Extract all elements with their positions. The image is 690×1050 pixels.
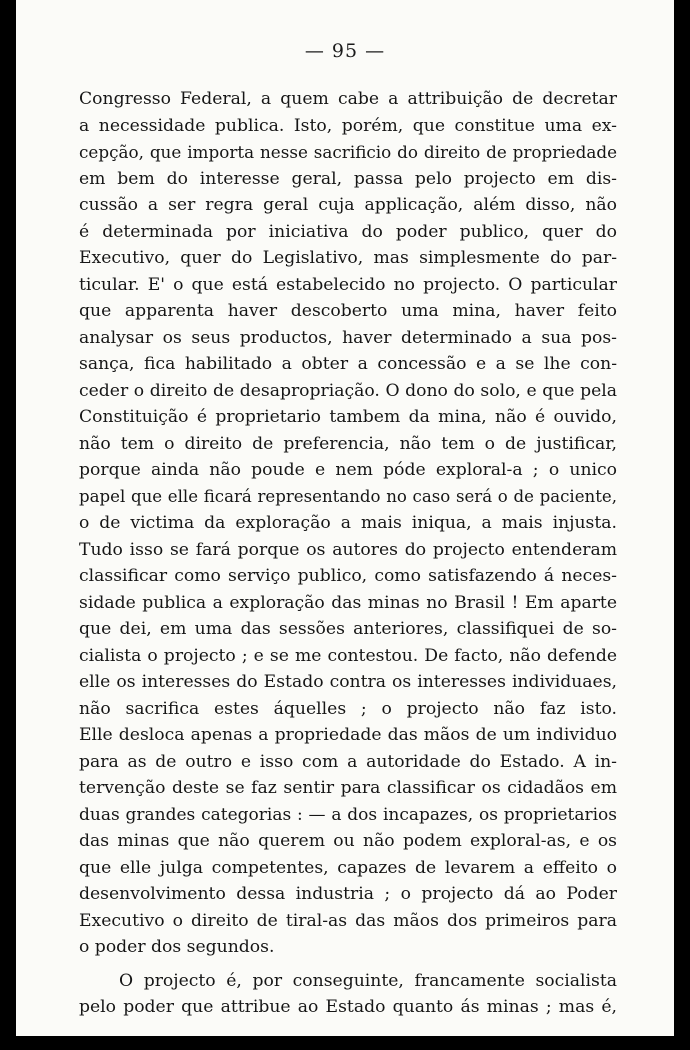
text-line: duas grandes categorias : — a dos incapazes, os proprietarios	[79, 804, 617, 825]
text-line: não sacrifica estes áquelles ; o projecto não faz isto.	[79, 698, 617, 719]
text-line: Executivo o direito de tiral-as das mãos dos primeiros para	[79, 910, 617, 931]
page-number: — 95 —	[304, 40, 386, 62]
text-line: Congresso Federal, a quem cabe a attribuição de decretar	[79, 89, 617, 109]
text-line: elle os interesses do Estado contra os interesses individuaes,	[79, 672, 617, 692]
text-line: que elle julga competentes, capazes de levarem a effeito o	[79, 857, 617, 878]
text-line: que dei, em uma das sessões anteriores, classifiquei de so-	[79, 619, 617, 639]
text-line: não tem o direito de preferencia, não tem o de justificar,	[79, 433, 617, 454]
paragraph	[79, 968, 617, 1021]
paragraph	[79, 86, 617, 961]
text-line: sança, fica habilitado a obter a concessão e a se lhe con-	[79, 354, 617, 374]
text-line: cussão a ser regra geral cuja applicação, além disso, não	[79, 195, 617, 215]
text-line: tervenção deste se faz sentir para classificar os cidadãos em	[79, 778, 617, 798]
text-line: desenvolvimento dessa industria ; o projecto dá ao Poder	[79, 884, 617, 904]
text-line: o de victima da exploração a mais iniqua, a mais injusta.	[79, 513, 617, 533]
body-text	[79, 86, 617, 1021]
text-line: das minas que não querem ou não podem exploral-as, e os	[79, 831, 617, 851]
paragraph-spacer	[79, 961, 617, 968]
text-line: a necessidade publica. Isto, porém, que constitue uma ex-	[79, 115, 617, 136]
text-line: Elle desloca apenas a propriedade das mãos de um individuo	[79, 725, 617, 745]
text-line: cepção, que importa nesse sacrificio do direito de propriedade	[79, 142, 617, 162]
text-line: ticular. E' o que está estabelecido no projecto. O particular	[79, 274, 617, 295]
text-line: Executivo, quer do Legislativo, mas simplesmente do par-	[79, 248, 617, 268]
text-line: papel que elle ficará representando no caso será o de paciente,	[79, 486, 617, 506]
text-line: sidade publica a exploração das minas no Brasil ! Em aparte	[79, 592, 617, 613]
text-line: em bem do interesse geral, passa pelo projecto em dis-	[79, 168, 617, 189]
text-line: Tudo isso se fará porque os autores do projecto entenderam	[79, 539, 617, 560]
text-line: analysar os seus productos, haver determinado a sua pos-	[79, 327, 617, 348]
text-line: pelo poder que attribue ao Estado quanto ás minas ; mas é,	[79, 997, 617, 1017]
text-line: Constituição é proprietario tambem da mina, não é ouvido,	[79, 407, 617, 427]
book-page	[16, 0, 674, 1036]
text-line: para as de outro e isso com a autoridade do Estado. A in-	[79, 751, 617, 772]
text-line: O projecto é, por conseguinte, francamente socialista	[119, 970, 617, 991]
text-line: porque ainda não poude e nem póde exploral-a ; o unico	[79, 460, 617, 480]
text-line: que apparenta haver descoberto uma mina, haver feito	[79, 301, 617, 321]
text-line: classificar como serviço publico, como satisfazendo á neces-	[79, 566, 617, 586]
text-line: o poder dos segundos.	[79, 937, 275, 957]
text-line: é determinada por iniciativa do poder publico, quer do	[79, 221, 617, 242]
text-line: ceder o direito de desapropriação. O dono do solo, e que pela	[79, 380, 617, 401]
text-line: cialista o projecto ; e se me contestou. De facto, não defende	[79, 645, 617, 666]
